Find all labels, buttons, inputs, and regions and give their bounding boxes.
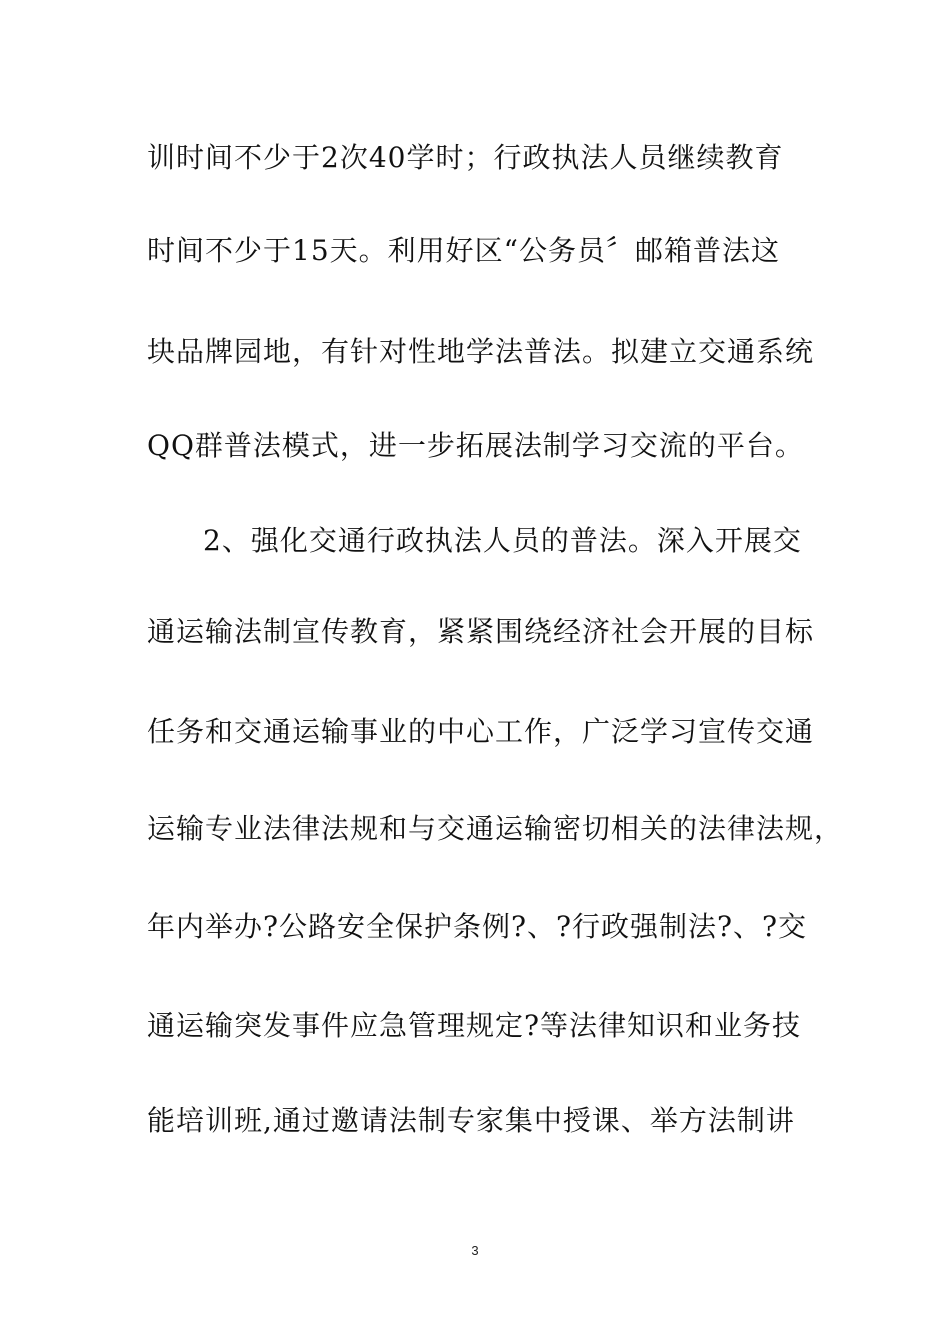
body-text-line: 任务和交通运输事业的中心工作，广泛学习宣传交通	[147, 715, 815, 748]
body-text-line: 块品牌园地，有针对性地学法普法。拟建立交通系统	[147, 335, 815, 368]
body-text-line: 年内举办?公路安全保护条例?、?行政强制法?、?交	[147, 910, 808, 943]
body-text-line: 能培训班,通过邀请法制专家集中授课、举方法制讲	[147, 1104, 795, 1137]
body-text-line: 通运输突发事件应急管理规定?等法律知识和业务技	[147, 1009, 802, 1042]
paragraph-start-line: 2、强化交通行政执法人员的普法。深入开展交	[203, 524, 802, 557]
body-text-line: 时间不少于15天。利用好区“公务员〞邮箱普法这	[147, 234, 780, 267]
body-text-line: 通运输法制宣传教育，紧紧围绕经济社会开展的目标	[147, 615, 815, 648]
body-text-line: QQ群普法模式，进一步拓展法制学习交流的平台。	[147, 429, 804, 462]
body-text-line: 运输专业法律法规和与交通运输密切相关的法律法规，	[147, 812, 844, 845]
page-number: 3	[471, 1243, 479, 1258]
body-text-line: 训时间不少于2次40学时；行政执法人员继续教育	[147, 141, 784, 174]
